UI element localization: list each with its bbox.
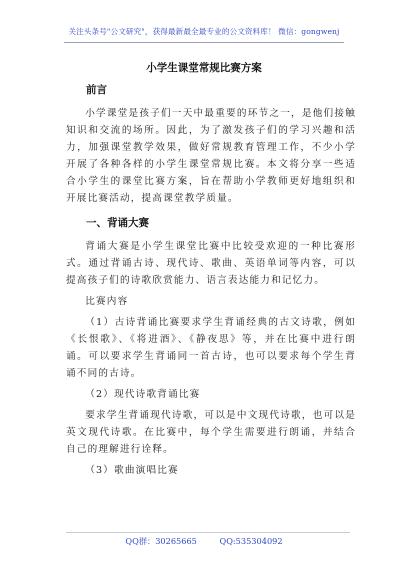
preface-paragraph: 小学课堂是孩子们一天中最重要的环节之一，是他们接触知识和交流的场所。因此，为了激发孩子们的学习兴趣和活力，加强课堂教学效果，做好常规教育管理工作，不少小学开展了各种各样的小学生课堂常规比赛。本文将分享一些适合小学生的课堂比赛方案，旨在帮助小学教师更好地组织和开展比赛活动，提高课堂教学质量。 [66, 108, 356, 204]
recitation-paragraph: 背诵大赛是小学生课堂比赛中比较受欢迎的一种比赛形式。通过背诵古诗、现代诗、歌曲、英语单词等内容，可以提高孩子们的诗歌欣赏能力、语言表达能力和记忆力。 [66, 241, 356, 286]
item-ancient-poetry: （1）古诗背诵比赛要求学生背诵经典的古文诗歌，例如《长恨歌》、《将进酒》、《静夜思》等，并在比赛中进行朗诵。可以要求学生背诵同一首古诗，也可以要求每个学生背诵不同的古诗。 [66, 317, 356, 379]
section-heading-preface: 前言 [86, 84, 107, 96]
footer-contact [0, 536, 408, 547]
footer-divider [66, 532, 350, 533]
item-song-heading: （3）歌曲演唱比赛 [85, 465, 179, 476]
section-heading-recitation: 一、背诵大赛 [86, 217, 149, 229]
document-body [66, 78, 356, 483]
contents-label: 比赛内容 [85, 296, 129, 307]
header-divider [64, 42, 344, 43]
document-title: 小学生课堂常规比赛方案 [146, 62, 262, 74]
item-modern-poetry-paragraph: 要求学生背诵现代诗歌，可以是中文现代诗歌，也可以是英文现代诗歌。在比赛中，每个学生需要进行朗诵，并结合自己的理解进行诠释。 [66, 410, 356, 455]
header-notice: 关注头条号"公文研究"，获得最新最全最专业的公文资料库！ 微信：gongwenj [68, 27, 340, 36]
footer-qq: QQ:535304092 [219, 536, 283, 546]
item-modern-poetry-heading: （2）现代诗歌背诵比赛 [85, 389, 201, 400]
footer-qq-group: QQ群：30265665 [125, 536, 197, 546]
